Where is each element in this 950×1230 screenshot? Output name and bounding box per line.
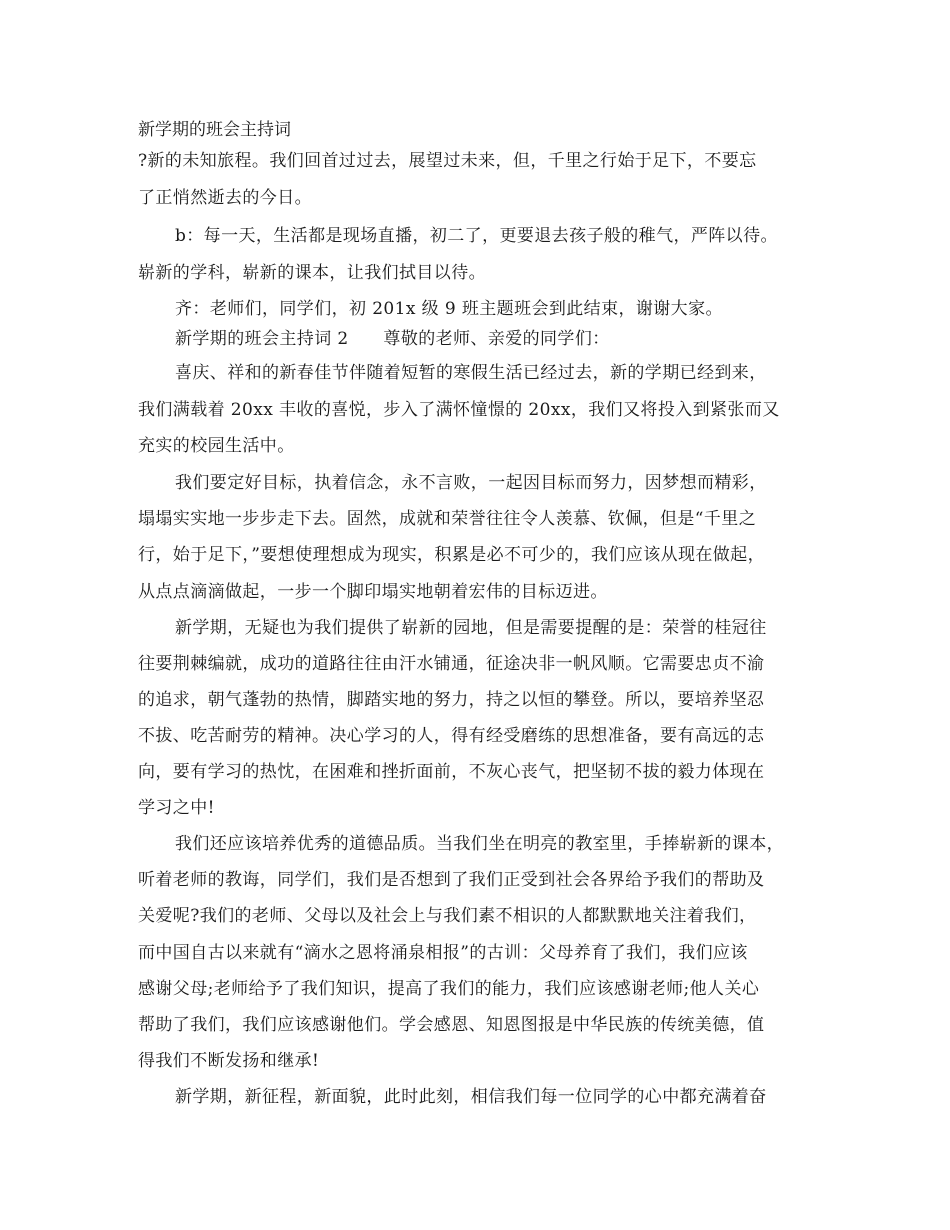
text-line: 得我们不断发扬和继承! (138, 1051, 320, 1071)
text-line: 我们满载着 20xx 丰收的喜悦，步入了满怀憧憬的 20xx，我们又将投入到紧张而又 (138, 400, 780, 420)
text-line: 崭新的学科，崭新的课本，让我们拭目以待。 (138, 263, 486, 283)
text-line: 不拔、吃苦耐劳的精神。决心学习的人，得有经受磨练的思想准备，要有高远的志 (138, 726, 765, 746)
text-line: 我们要定好目标，执着信念，永不言败，一起因目标而努力，因梦想而精彩， (175, 473, 767, 493)
text-line: 的追求，朝气蓬勃的热情，脚踏实地的努力，持之以恒的攀登。所以，要培养坚忍 (138, 690, 765, 710)
text-line: 新学期的班会主持词 2 尊敬的老师、亲爱的同学们： (175, 329, 610, 349)
text-line: ?新的未知旅程。我们回首过过去，展望过未来，但，千里之行始于足下，不要忘 (138, 151, 757, 171)
text-line: 帮助了我们，我们应该感谢他们。学会感恩、知恩图报是中华民族的传统美德，值 (138, 1015, 765, 1035)
text-line: 喜庆、祥和的新春佳节伴随着短暂的寒假生活已经过去，新的学期已经到来， (175, 363, 767, 383)
text-line: 充实的校园生活中。 (138, 436, 295, 456)
text-line: 往要荆棘编就，成功的道路往往由汗水铺通，征途决非一帆风顺。它需要忠贞不渝 (138, 654, 765, 674)
text-line: 而中国自古以来就有“滴水之恩将涌泉相报”的古训：父母养育了我们，我们应该 (138, 943, 748, 963)
text-line: 向，要有学习的热忱，在困难和挫折面前，不灰心丧气，把坚韧不拔的毅力体现在 (138, 762, 765, 782)
text-line: 齐：老师们，同学们，初 201x 级 9 班主题班会到此结束，谢谢大家。 (175, 299, 723, 319)
text-line: 我们还应该培养优秀的道德品质。当我们坐在明亮的教室里，手捧崭新的课本， (175, 834, 784, 854)
text-line: 新学期，无疑也为我们提供了崭新的园地，但是需要提醒的是：荣誉的桂冠往 (175, 618, 767, 638)
text-line: 学习之中! (138, 798, 215, 818)
text-line: b：每一天，生活都是现场直播，初二了，更要退去孩子般的稚气，严阵以待。 (175, 226, 778, 246)
text-line: 塌塌实实地一步步走下去。固然，成就和荣誉往往令人羡慕、钦佩，但是“千里之 (138, 509, 757, 529)
text-line: 听着老师的教诲，同学们，我们是否想到了我们正受到社会各界给予我们的帮助及 (138, 870, 765, 890)
text-line: 行，始于足下，”要想使理想成为现实，积累是必不可少的，我们应该从现在做起， (138, 545, 765, 565)
text-line: 关爱呢?我们的老师、父母以及社会上与我们素不相识的人都默默地关注着我们， (138, 906, 757, 926)
document-title: 新学期的班会主持词 (138, 120, 291, 140)
text-line: 新学期，新征程，新面貌，此时此刻，相信我们每一位同学的心中都充满着奋 (175, 1087, 767, 1107)
text-line: 了正悄然逝去的今日。 (138, 188, 312, 208)
text-line: 从点点滴滴做起，一步一个脚印塌实地朝着宏伟的目标迈进。 (138, 582, 608, 602)
text-line: 感谢父母;老师给予了我们知识，提高了我们的能力，我们应该感谢老师;他人关心 (138, 979, 760, 999)
